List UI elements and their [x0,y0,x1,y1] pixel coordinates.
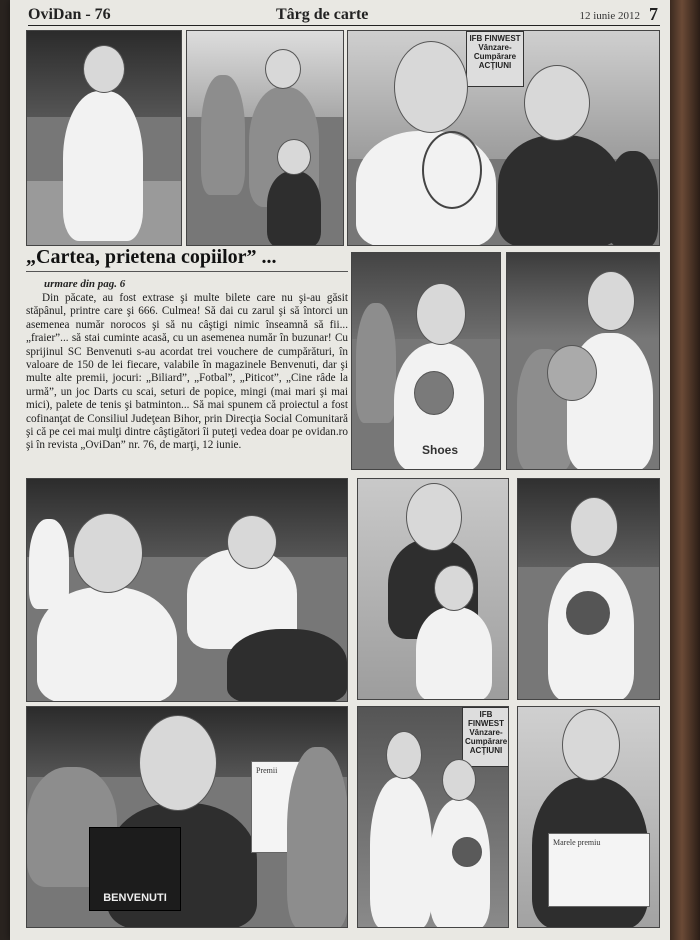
photo-woman-and-boy [357,478,509,700]
photo-boy-with-prize [26,30,182,246]
article-title: „Cartea, prietena copiilor” ... [26,246,348,272]
photo-mother-and-child [186,30,344,246]
ifb-finwest-sign: IFB FINWEST Vânzare- Cumpărare ACŢIUNI [466,31,524,87]
diploma: Marele premiu [548,833,650,907]
girl-right-head [587,271,635,331]
man-figure [201,75,245,195]
shirt-text: Shoes [422,443,459,457]
child-figure [267,171,321,246]
boy-head [442,759,476,801]
photo-woman-with-benvenuti-bag [26,706,348,928]
voucher: Premii [251,761,309,853]
boy-head [83,45,125,93]
page-header [28,6,660,26]
photo-girl-with-ball [517,478,660,700]
woman-head [406,483,462,551]
benvenuti-bag: BENVENUTI [89,827,181,911]
photo-girl-and-boy-with-ball [357,706,509,928]
ifb-finwest-sign: IFB FINWEST Vânzare- Cumpărare ACŢIUNI [462,707,509,767]
woman-head [139,715,217,811]
woman-front-head [73,513,143,593]
boy-head [434,565,474,611]
woman-head [265,49,301,89]
photo-women-drawing-tickets [26,478,348,702]
ball [452,837,482,867]
girl-figure [370,777,432,928]
prize-bag [547,345,597,401]
photo-girl-with-paddle [351,252,501,470]
person-edge-figure [608,151,658,246]
page-binding-edge [670,0,700,940]
photo-girls-with-prizes [506,252,660,470]
boy-figure [416,607,492,700]
woman-right-head [524,65,590,141]
continuation-note: urmare din pag. 6 [44,278,126,290]
newspaper-page [10,0,680,940]
woman-right-figure [287,747,348,928]
page-number: 7 [649,4,658,24]
girl-head [570,497,618,557]
woman-back-head [227,515,277,569]
publication-label: OviDan - 76 [28,6,111,23]
girl-head [416,283,466,345]
child-head [277,139,311,175]
crowd-figure [227,629,347,702]
photo-man-with-diploma [517,706,660,928]
man-head [562,709,620,781]
boy-figure [63,91,143,241]
ping-pong-paddle [414,371,454,415]
article-paragraph: Din păcate, au fost extrase şi multe bilete care nu şi-au găsit stăpânul, printre care şi 666. Culmea! Să dai cu zarul şi să întorci un asemenea număr norocos şi să nu câştigi nimic înseamnă să fii... „fraier”... să stai cuminte acasă, cu un asemenea număr în buzunar! Cu sprijinul SC Benvenuti s-au acordat trei vouchere de cumpărături, în valoare de 150 de lei fiecare, valabile în magazinele Benvenuti, dar şi multe alte premii, jocuri: „Biliard”, „Fotbal”, „Piticot”, „Cine râde la urmă”, un joc Darts cu scai, seturi de popice, mingi (mai mari şi mai mici), palete de tenis şi batminton... Să mai spunem că proiectul a fost cofinanţat de Consiliul Judeţean Bihor, prin Direcţia Social Comunitară şi că pe cei mai mulţi dintre câştigători îi puteţi vedea doar pe ovidan.ro şi în revista „OviDan” nr. 76, de marţi, 12 iunie. [26,292,348,452]
woman-left-head [394,41,468,133]
photo-two-women-with-racket [347,30,660,246]
article [26,246,348,476]
photo-background [507,253,659,339]
girl-head [386,731,422,779]
racket [422,131,482,209]
ball [566,591,610,635]
section-title: Târg de carte [276,6,369,23]
woman-front-figure [37,587,177,702]
bystander-figure [356,303,396,423]
issue-date: 12 iunie 2012 [579,10,640,22]
woman-right-figure [498,135,622,246]
